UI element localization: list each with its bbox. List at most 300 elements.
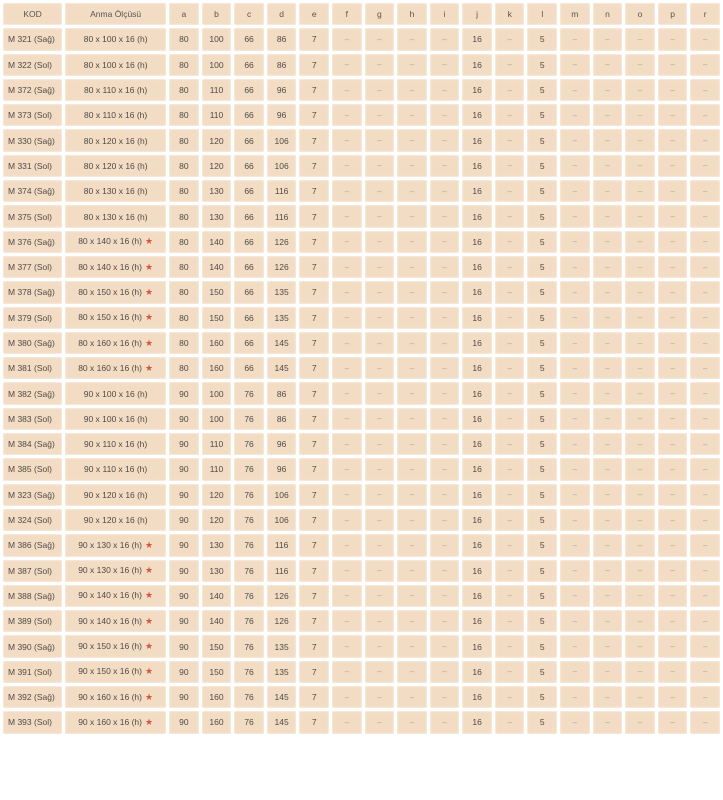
cell-f: – [332, 256, 362, 278]
cell-m: – [560, 54, 590, 76]
cell-h: – [397, 635, 427, 657]
column-header-f: f [332, 3, 362, 25]
cell-l: 5 [527, 256, 557, 278]
star-icon: ★ [145, 286, 154, 297]
column-header-i: i [430, 3, 460, 25]
cell-l: 5 [527, 509, 557, 531]
cell-e: 7 [299, 484, 329, 506]
cell-c: 66 [234, 205, 264, 227]
kod-cell: M 331 (Sol) [3, 155, 62, 177]
anma-olcusu-cell [65, 484, 166, 506]
cell-a: 90 [169, 534, 199, 556]
cell-e: 7 [299, 585, 329, 607]
cell-p: – [658, 458, 688, 480]
cell-f: – [332, 155, 362, 177]
cell-d: 116 [267, 205, 297, 227]
table-row [3, 458, 720, 480]
cell-k: – [495, 79, 525, 101]
cell-g: – [365, 104, 395, 126]
cell-e: 7 [299, 509, 329, 531]
cell-i: – [430, 28, 460, 50]
anma-olcusu-cell [65, 79, 166, 101]
cell-n: – [593, 686, 623, 708]
cell-e: 7 [299, 382, 329, 404]
cell-a: 80 [169, 104, 199, 126]
anma-olcusu-cell [65, 28, 166, 50]
cell-h: – [397, 686, 427, 708]
cell-r: – [690, 256, 720, 278]
cell-k: – [495, 281, 525, 303]
column-header-anma-olcusu: Anma Ölçüsü [65, 3, 166, 25]
cell-o: – [625, 54, 655, 76]
cell-f: – [332, 635, 362, 657]
cell-p: – [658, 509, 688, 531]
cell-i: – [430, 585, 460, 607]
cell-c: 76 [234, 661, 264, 683]
cell-d: 145 [267, 711, 297, 733]
cell-n: – [593, 281, 623, 303]
kod-cell: M 372 (Sağ) [3, 79, 62, 101]
cell-g: – [365, 585, 395, 607]
cell-n: – [593, 458, 623, 480]
column-header-o: o [625, 3, 655, 25]
cell-f: – [332, 610, 362, 632]
cell-i: – [430, 205, 460, 227]
table-row [3, 484, 720, 506]
table-row [3, 256, 720, 278]
cell-m: – [560, 686, 590, 708]
cell-p: – [658, 661, 688, 683]
cell-f: – [332, 484, 362, 506]
cell-g: – [365, 231, 395, 253]
column-header-g: g [365, 3, 395, 25]
cell-r: – [690, 79, 720, 101]
cell-b: 130 [202, 560, 232, 582]
anma-olcusu-text: 90 x 130 x 16 (h) [78, 539, 142, 550]
cell-d: 145 [267, 332, 297, 354]
anma-olcusu-text: 90 x 120 x 16 (h) [83, 515, 148, 526]
cell-b: 130 [202, 205, 232, 227]
star-icon: ★ [145, 641, 154, 652]
table-row [3, 79, 720, 101]
cell-k: – [495, 534, 525, 556]
cell-l: 5 [527, 307, 557, 329]
cell-j: 16 [462, 408, 492, 430]
table-row [3, 155, 720, 177]
cell-a: 90 [169, 509, 199, 531]
column-header-m: m [560, 3, 590, 25]
cell-a: 80 [169, 54, 199, 76]
cell-r: – [690, 332, 720, 354]
cell-r: – [690, 711, 720, 733]
cell-d: 96 [267, 458, 297, 480]
column-header-a: a [169, 3, 199, 25]
cell-n: – [593, 155, 623, 177]
cell-n: – [593, 484, 623, 506]
anma-olcusu-text: 90 x 160 x 16 (h) [78, 691, 142, 702]
cell-b: 130 [202, 180, 232, 202]
cell-o: – [625, 661, 655, 683]
cell-n: – [593, 433, 623, 455]
cell-g: – [365, 307, 395, 329]
kod-cell: M 323 (Sağ) [3, 484, 62, 506]
cell-c: 66 [234, 129, 264, 151]
column-header-c: c [234, 3, 264, 25]
cell-e: 7 [299, 307, 329, 329]
cell-i: – [430, 256, 460, 278]
table-row [3, 180, 720, 202]
anma-olcusu-text: 90 x 130 x 16 (h) [78, 565, 142, 576]
column-header-kod: KOD [3, 3, 62, 25]
cell-o: – [625, 433, 655, 455]
cell-l: 5 [527, 585, 557, 607]
cell-k: – [495, 433, 525, 455]
cell-j: 16 [462, 711, 492, 733]
anma-olcusu-cell [65, 711, 166, 733]
anma-olcusu-text: 80 x 120 x 16 (h) [83, 135, 148, 146]
cell-b: 100 [202, 54, 232, 76]
anma-olcusu-cell [65, 129, 166, 151]
anma-olcusu-cell [65, 382, 166, 404]
cell-j: 16 [462, 585, 492, 607]
cell-p: – [658, 205, 688, 227]
kod-cell: M 381 (Sol) [3, 357, 62, 379]
cell-k: – [495, 661, 525, 683]
cell-l: 5 [527, 484, 557, 506]
cell-m: – [560, 560, 590, 582]
cell-p: – [658, 231, 688, 253]
cell-f: – [332, 180, 362, 202]
cell-l: 5 [527, 104, 557, 126]
anma-olcusu-text: 90 x 160 x 16 (h) [78, 716, 142, 727]
cell-m: – [560, 484, 590, 506]
cell-j: 16 [462, 231, 492, 253]
cell-b: 120 [202, 484, 232, 506]
cell-p: – [658, 408, 688, 430]
cell-c: 76 [234, 509, 264, 531]
cell-b: 150 [202, 661, 232, 683]
cell-f: – [332, 711, 362, 733]
cell-p: – [658, 256, 688, 278]
cell-o: – [625, 307, 655, 329]
star-icon: ★ [145, 691, 154, 702]
cell-m: – [560, 129, 590, 151]
cell-m: – [560, 155, 590, 177]
star-icon: ★ [145, 539, 154, 550]
cell-g: – [365, 155, 395, 177]
cell-c: 66 [234, 155, 264, 177]
cell-h: – [397, 458, 427, 480]
table-row [3, 534, 720, 556]
cell-l: 5 [527, 711, 557, 733]
anma-olcusu-cell [65, 256, 166, 278]
anma-olcusu-text: 80 x 150 x 16 (h) [78, 286, 142, 297]
cell-b: 110 [202, 79, 232, 101]
cell-l: 5 [527, 28, 557, 50]
cell-d: 86 [267, 408, 297, 430]
cell-p: – [658, 129, 688, 151]
cell-h: – [397, 332, 427, 354]
cell-j: 16 [462, 54, 492, 76]
cell-i: – [430, 307, 460, 329]
cell-j: 16 [462, 307, 492, 329]
cell-r: – [690, 585, 720, 607]
cell-a: 90 [169, 433, 199, 455]
cell-l: 5 [527, 155, 557, 177]
cell-c: 76 [234, 560, 264, 582]
anma-olcusu-text: 90 x 100 x 16 (h) [83, 413, 148, 424]
cell-g: – [365, 711, 395, 733]
cell-f: – [332, 332, 362, 354]
cell-b: 120 [202, 509, 232, 531]
cell-d: 135 [267, 281, 297, 303]
kod-cell: M 386 (Sağ) [3, 534, 62, 556]
cell-g: – [365, 129, 395, 151]
cell-g: – [365, 28, 395, 50]
cell-i: – [430, 54, 460, 76]
column-header-h: h [397, 3, 427, 25]
cell-o: – [625, 129, 655, 151]
cell-m: – [560, 104, 590, 126]
cell-d: 116 [267, 534, 297, 556]
cell-i: – [430, 433, 460, 455]
cell-c: 76 [234, 382, 264, 404]
table-row [3, 357, 720, 379]
cell-a: 90 [169, 686, 199, 708]
cell-c: 66 [234, 79, 264, 101]
cell-c: 66 [234, 28, 264, 50]
cell-e: 7 [299, 635, 329, 657]
cell-a: 90 [169, 635, 199, 657]
cell-m: – [560, 307, 590, 329]
anma-olcusu-text: 80 x 130 x 16 (h) [83, 211, 148, 222]
column-header-j: j [462, 3, 492, 25]
cell-a: 90 [169, 382, 199, 404]
cell-d: 86 [267, 28, 297, 50]
cell-o: – [625, 509, 655, 531]
cell-m: – [560, 281, 590, 303]
cell-p: – [658, 155, 688, 177]
cell-f: – [332, 661, 362, 683]
cell-d: 126 [267, 585, 297, 607]
cell-o: – [625, 104, 655, 126]
cell-i: – [430, 635, 460, 657]
kod-cell: M 389 (Sol) [3, 610, 62, 632]
cell-k: – [495, 28, 525, 50]
cell-i: – [430, 661, 460, 683]
cell-n: – [593, 332, 623, 354]
cell-j: 16 [462, 661, 492, 683]
cell-c: 76 [234, 534, 264, 556]
cell-l: 5 [527, 357, 557, 379]
cell-o: – [625, 458, 655, 480]
cell-j: 16 [462, 560, 492, 582]
cell-r: – [690, 560, 720, 582]
cell-h: – [397, 560, 427, 582]
kod-cell: M 378 (Sağ) [3, 281, 62, 303]
cell-k: – [495, 560, 525, 582]
kod-cell: M 387 (Sol) [3, 560, 62, 582]
star-icon: ★ [145, 312, 154, 323]
column-header-n: n [593, 3, 623, 25]
cell-j: 16 [462, 458, 492, 480]
anma-olcusu-cell [65, 585, 166, 607]
cell-b: 130 [202, 534, 232, 556]
cell-o: – [625, 155, 655, 177]
cell-n: – [593, 28, 623, 50]
kod-cell: M 388 (Sağ) [3, 585, 62, 607]
cell-f: – [332, 231, 362, 253]
cell-g: – [365, 661, 395, 683]
anma-olcusu-cell [65, 458, 166, 480]
cell-c: 66 [234, 104, 264, 126]
cell-c: 66 [234, 307, 264, 329]
cell-h: – [397, 357, 427, 379]
cell-l: 5 [527, 433, 557, 455]
column-header-l: l [527, 3, 557, 25]
cell-b: 110 [202, 458, 232, 480]
cell-r: – [690, 28, 720, 50]
cell-k: – [495, 484, 525, 506]
anma-olcusu-text: 90 x 100 x 16 (h) [83, 388, 148, 399]
cell-p: – [658, 79, 688, 101]
cell-h: – [397, 661, 427, 683]
cell-k: – [495, 231, 525, 253]
cell-p: – [658, 28, 688, 50]
cell-p: – [658, 534, 688, 556]
table-row [3, 433, 720, 455]
kod-cell: M 379 (Sol) [3, 307, 62, 329]
anma-olcusu-text: 80 x 140 x 16 (h) [78, 261, 142, 272]
star-icon: ★ [145, 615, 154, 626]
cell-r: – [690, 281, 720, 303]
cell-d: 106 [267, 129, 297, 151]
cell-r: – [690, 180, 720, 202]
cell-k: – [495, 256, 525, 278]
cell-i: – [430, 155, 460, 177]
kod-cell: M 376 (Sağ) [3, 231, 62, 253]
cell-n: – [593, 231, 623, 253]
cell-k: – [495, 509, 525, 531]
table-row [3, 54, 720, 76]
cell-j: 16 [462, 686, 492, 708]
cell-h: – [397, 129, 427, 151]
table-row [3, 307, 720, 329]
anma-olcusu-cell [65, 180, 166, 202]
cell-e: 7 [299, 281, 329, 303]
cell-g: – [365, 79, 395, 101]
cell-c: 66 [234, 281, 264, 303]
cell-i: – [430, 686, 460, 708]
star-icon: ★ [145, 565, 154, 576]
star-icon: ★ [145, 261, 154, 272]
anma-olcusu-text: 90 x 150 x 16 (h) [78, 666, 142, 677]
cell-l: 5 [527, 382, 557, 404]
cell-d: 116 [267, 180, 297, 202]
cell-a: 80 [169, 256, 199, 278]
cell-b: 160 [202, 686, 232, 708]
anma-olcusu-cell [65, 205, 166, 227]
star-icon: ★ [145, 236, 154, 247]
cell-c: 76 [234, 686, 264, 708]
cell-m: – [560, 711, 590, 733]
cell-l: 5 [527, 54, 557, 76]
star-icon: ★ [145, 666, 154, 677]
cell-j: 16 [462, 281, 492, 303]
cell-p: – [658, 307, 688, 329]
anma-olcusu-cell [65, 433, 166, 455]
cell-p: – [658, 180, 688, 202]
cell-j: 16 [462, 357, 492, 379]
cell-e: 7 [299, 458, 329, 480]
column-header-d: d [267, 3, 297, 25]
cell-d: 145 [267, 357, 297, 379]
star-icon: ★ [145, 590, 154, 601]
cell-r: – [690, 433, 720, 455]
kod-cell: M 375 (Sol) [3, 205, 62, 227]
cell-m: – [560, 585, 590, 607]
cell-n: – [593, 54, 623, 76]
cell-b: 150 [202, 635, 232, 657]
cell-h: – [397, 307, 427, 329]
cell-a: 80 [169, 231, 199, 253]
cell-j: 16 [462, 635, 492, 657]
anma-olcusu-cell [65, 560, 166, 582]
cell-r: – [690, 408, 720, 430]
anma-olcusu-text: 80 x 110 x 16 (h) [84, 85, 148, 96]
cell-g: – [365, 256, 395, 278]
anma-olcusu-text: 80 x 150 x 16 (h) [78, 312, 142, 323]
cell-a: 90 [169, 484, 199, 506]
cell-k: – [495, 332, 525, 354]
cell-i: – [430, 458, 460, 480]
cell-f: – [332, 560, 362, 582]
cell-m: – [560, 357, 590, 379]
star-icon: ★ [145, 716, 154, 727]
cell-i: – [430, 357, 460, 379]
cell-b: 160 [202, 357, 232, 379]
cell-l: 5 [527, 560, 557, 582]
anma-olcusu-text: 80 x 100 x 16 (h) [83, 59, 148, 70]
cell-d: 135 [267, 661, 297, 683]
cell-n: – [593, 635, 623, 657]
cell-i: – [430, 180, 460, 202]
cell-o: – [625, 560, 655, 582]
cell-i: – [430, 711, 460, 733]
cell-h: – [397, 155, 427, 177]
cell-c: 76 [234, 408, 264, 430]
cell-l: 5 [527, 534, 557, 556]
cell-f: – [332, 458, 362, 480]
cell-e: 7 [299, 661, 329, 683]
cell-o: – [625, 180, 655, 202]
cell-l: 5 [527, 408, 557, 430]
cell-n: – [593, 307, 623, 329]
table-header [3, 3, 720, 25]
cell-l: 5 [527, 332, 557, 354]
cell-r: – [690, 307, 720, 329]
cell-l: 5 [527, 129, 557, 151]
kod-cell: M 330 (Sağ) [3, 129, 62, 151]
cell-d: 86 [267, 382, 297, 404]
cell-b: 140 [202, 256, 232, 278]
cell-n: – [593, 610, 623, 632]
cell-b: 160 [202, 711, 232, 733]
cell-k: – [495, 458, 525, 480]
cell-j: 16 [462, 610, 492, 632]
cell-i: – [430, 534, 460, 556]
cell-d: 126 [267, 610, 297, 632]
